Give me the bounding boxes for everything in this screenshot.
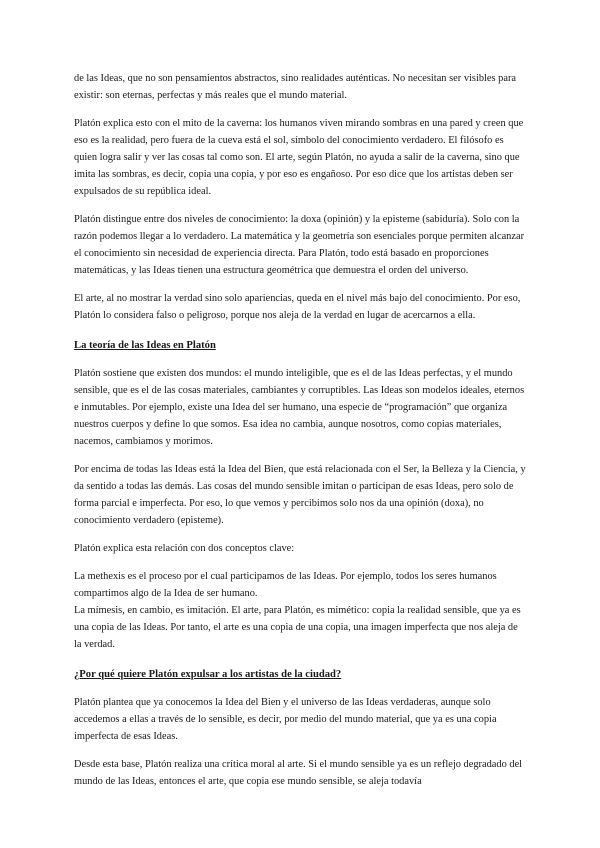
paragraph-two-worlds: Platón sostiene que existen dos mundos: el mundo inteligible, que es el de las Ideas perfectas, y el mundo sensible, que es el de las cosas materiales, cambiantes y corruptibles. Las Ideas son modelos ideales, eternos e inmutables. Por ejemplo, existe una Idea del ser humano, una especie de “programación” que organiza nuestros cuerpos y define lo que somos. Esa idea no cambia, aunque nosotros, como copias materiales, nacemos, cambiamos y morimos. bbox=[74, 368, 525, 447]
paragraph-methexis: La methexis es el proceso por el cual participamos de las Ideas. Por ejemplo, todos los seres humanos compartimos algo de la Idea de ser humano. bbox=[74, 571, 497, 599]
paragraph-knowledge-levels: Platón distingue entre dos niveles de conocimiento: la doxa (opinión) y la episteme (sabiduría). Solo con la razón podemos llegar a lo verdadero. La matemática y la geometría son esenciales porque permiten alcanzar el conocimiento sin necesidad de experiencia directa. Para Platón, todo está basado en proporciones matemáticas, y las Ideas tienen una estructura geométrica que demuestra el orden del universo. bbox=[74, 214, 525, 276]
section-heading-theory-of-ideas: La teoría de las Ideas en Platón bbox=[74, 340, 216, 351]
paragraph-cave-myth: Platón explica esto con el mito de la caverna: los humanos viven mirando sombras en una pared y creen que eso es la realidad, pero fuera de la cueva está el sol, símbolo del conocimiento verdadero. El filósofo es quien logra salir y ver las cosas tal como son. El arte, según Platón, no ayuda a salir de la caverna, sino que imita las sombras, es decir, copia una copia, y por eso es engañoso. Por eso dice que los artistas deben ser expulsados de su república ideal. bbox=[74, 118, 524, 197]
paragraph-mimesis: La mímesis, en cambio, es imitación. El arte, para Platón, es mimético: copia la realidad sensible, que ya es una copia de las Ideas. Por tanto, el arte es una copia de una copia, una imagen imperfecta que nos aleja de la verdad. bbox=[74, 605, 521, 650]
paragraph-idea-of-good: Por encima de todas las Ideas está la Idea del Bien, que está relacionada con el Ser, la Belleza y la Ciencia, y da sentido a todas las demás. Las cosas del mundo sensible imitan o participan de esas Ideas, pero solo de forma parcial e imperfecta. Por eso, lo que vemos y percibimos solo nos da una opinión (doxa), no conocimiento verdadero (episteme). bbox=[74, 464, 526, 526]
paragraph-art-lowest-level: El arte, al no mostrar la verdad sino solo apariencias, queda en el nivel más bajo del conocimiento. Por eso, Platón lo considera falso o peligroso, porque nos aleja de la verdad en lugar de acercarnos a ella. bbox=[74, 293, 521, 321]
paragraph-access-through-sensible: Platón plantea que ya conocemos la Idea del Bien y el universo de las Ideas verdaderas, aunque solo accedemos a ellas a través de lo sensible, es decir, por medio del mundo material, que ya es una copia imperfecta de esas Ideas. bbox=[74, 697, 497, 742]
paragraph-ideas-continuation: de las Ideas, que no son pensamientos abstractos, sino realidades auténticas. No necesitan ser visibles para existir: son eternas, perfectas y más reales que el mundo material. bbox=[74, 73, 517, 101]
section-heading-expel-artists: ¿Por qué quiere Platón expulsar a los artistas de la ciudad? bbox=[74, 669, 342, 680]
paragraph-key-concepts-intro: Platón explica esta relación con dos conceptos clave: bbox=[74, 543, 295, 554]
paragraph-moral-critique: Desde esta base, Platón realiza una crítica moral al arte. Si el mundo sensible ya es un reflejo degradado del mundo de las Ideas, entonces el arte, que copia ese mundo sensible, se aleja todavía bbox=[74, 759, 523, 787]
